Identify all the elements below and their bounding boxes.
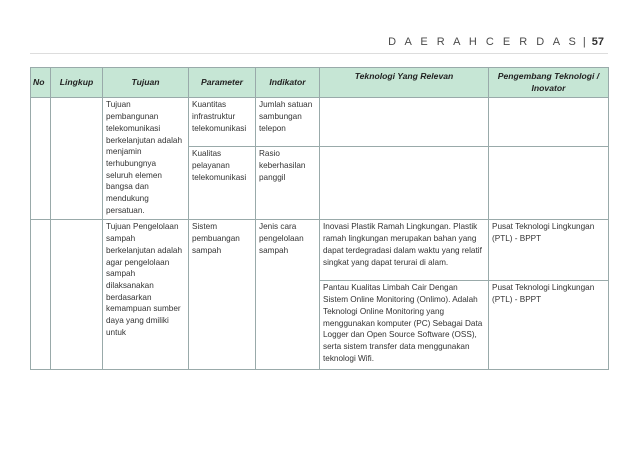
cell-lingkup — [51, 98, 103, 220]
page-number: 57 — [591, 36, 604, 48]
col-header-lingkup: Lingkup — [51, 68, 103, 98]
teknologi-2: Pantau Kualitas Limbah Cair Dengan Sistem Online Monitoring (Onlimo). Adalah Teknologi Online Monitoring yang menggunakan komputer (PC) Sebagai Data Logger dan Open Source Software (OSS), serta sistem transfer data menggunakan teknologi Wifi. — [320, 280, 488, 364]
col-header-teknologi: Teknologi Yang Relevan — [320, 68, 489, 98]
parameter-2: Kualitas pelayanan telekomunikasi — [189, 146, 255, 183]
pengembang-2: Pusat Teknologi Lingkungan (PTL) - BPPT — [489, 280, 608, 305]
data-table — [30, 67, 609, 370]
teknologi-1: Inovasi Plastik Ramah Lingkungan. Plastik ramah lingkungan merupakan bahan yang dapat terdegradasi dalam waktu yang relatif singkat yang dapat terurai di alam. — [323, 222, 482, 267]
cell-teknologi — [320, 220, 489, 370]
cell-tujuan: Tujuan pembangunan telekomunikasi berkelanjutan adalah menjamin terhubungnya seluruh elemen bangsa dan mendukung persatuan. — [103, 98, 189, 220]
header-separator: | — [582, 36, 586, 48]
col-header-pengembang: Pengembang Teknologi / Inovator — [489, 68, 609, 98]
cell-no — [31, 220, 51, 370]
indikator-1: Jumlah satuan sambungan telepon — [259, 100, 313, 133]
cell-parameter: Sistem pembuangan sampah — [189, 220, 256, 370]
cell-pengembang — [489, 98, 609, 220]
col-header-indikator: Indikator — [256, 68, 320, 98]
cell-tujuan: Tujuan Pengelolaan sampah berkelanjutan adalah agar pengelolaan sampah dilaksanakan berdasarkan kemampuan sumber daya yang dmiliki untuk — [103, 220, 189, 370]
col-header-no: No — [31, 68, 51, 98]
cell-pengembang — [489, 220, 609, 370]
cell-lingkup — [51, 220, 103, 370]
indikator-2: Rasio keberhasilan panggil — [256, 146, 319, 183]
header-rule — [30, 53, 608, 54]
cell-teknologi — [320, 98, 489, 220]
parameter-1: Kuantitas infrastruktur telekomunikasi — [192, 100, 247, 133]
pengembang-1: Pusat Teknologi Lingkungan (PTL) - BPPT — [492, 222, 595, 244]
col-header-parameter: Parameter — [189, 68, 256, 98]
table-header-row — [31, 68, 609, 98]
cell-no — [31, 98, 51, 220]
cell-indikator: Jenis cara pengelolaan sampah — [256, 220, 320, 370]
table-row — [31, 98, 609, 220]
cell-parameter — [189, 98, 256, 220]
col-header-tujuan: Tujuan — [103, 68, 189, 98]
page-header — [388, 36, 604, 48]
cell-indikator — [256, 98, 320, 220]
header-title: D A E R A H C E R D A S — [388, 36, 579, 48]
table-row — [31, 220, 609, 370]
